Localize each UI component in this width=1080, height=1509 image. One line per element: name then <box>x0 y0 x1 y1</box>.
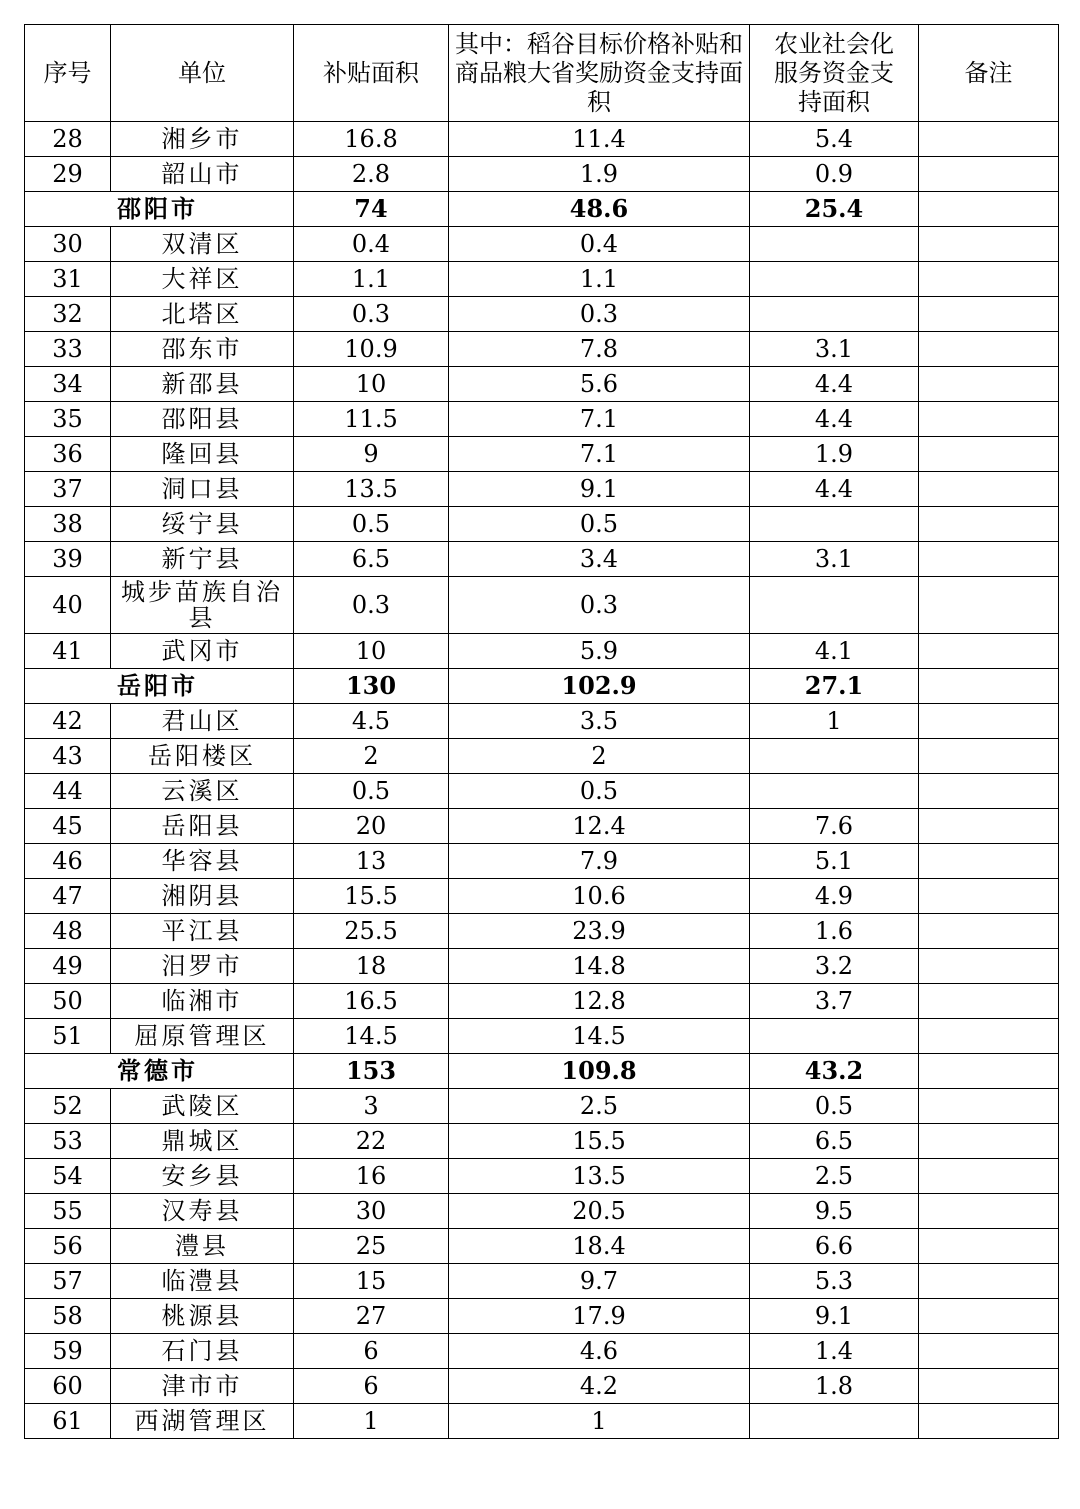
table-row <box>25 1264 1059 1299</box>
area-cell: 2.8 <box>294 157 449 192</box>
service-area-cell <box>750 774 919 809</box>
rice-area-cell: 7.8 <box>449 332 750 367</box>
note-cell <box>919 437 1059 472</box>
service-area-cell: 1.8 <box>750 1369 919 1404</box>
area-cell: 25 <box>294 1229 449 1264</box>
note-cell <box>919 1159 1059 1194</box>
header-seq: 序号 <box>25 25 111 122</box>
seq-cell: 31 <box>25 262 111 297</box>
area-cell: 0.3 <box>294 577 449 634</box>
table-row <box>25 402 1059 437</box>
note-cell <box>919 949 1059 984</box>
service-area-cell: 4.4 <box>750 472 919 507</box>
area-cell: 16 <box>294 1159 449 1194</box>
table-row <box>25 1089 1059 1124</box>
area-cell: 153 <box>294 1054 449 1089</box>
service-area-cell: 6.5 <box>750 1124 919 1159</box>
service-area-cell <box>750 262 919 297</box>
seq-cell: 58 <box>25 1299 111 1334</box>
rice-area-cell: 7.9 <box>449 844 750 879</box>
area-cell: 18 <box>294 949 449 984</box>
unit-cell: 平江县 <box>111 914 294 949</box>
area-cell: 130 <box>294 669 449 704</box>
area-cell: 0.5 <box>294 507 449 542</box>
service-area-cell: 3.1 <box>750 332 919 367</box>
unit-cell: 武陵区 <box>111 1089 294 1124</box>
service-area-cell: 1.6 <box>750 914 919 949</box>
table-row <box>25 1369 1059 1404</box>
unit-cell: 湘阴县 <box>111 879 294 914</box>
unit-cell: 岳阳楼区 <box>111 739 294 774</box>
area-cell: 6 <box>294 1334 449 1369</box>
table-row <box>25 507 1059 542</box>
table-row <box>25 1299 1059 1334</box>
service-area-cell: 4.9 <box>750 879 919 914</box>
seq-cell: 34 <box>25 367 111 402</box>
note-cell <box>919 1194 1059 1229</box>
note-cell <box>919 227 1059 262</box>
table-row <box>25 122 1059 157</box>
seq-cell: 30 <box>25 227 111 262</box>
note-cell <box>919 507 1059 542</box>
area-cell: 27 <box>294 1299 449 1334</box>
area-cell: 15 <box>294 1264 449 1299</box>
seq-cell: 42 <box>25 704 111 739</box>
unit-cell: 武冈市 <box>111 634 294 669</box>
seq-cell: 35 <box>25 402 111 437</box>
service-area-cell: 27.1 <box>750 669 919 704</box>
service-area-cell: 25.4 <box>750 192 919 227</box>
subsidy-table <box>24 24 1059 1439</box>
note-cell <box>919 1404 1059 1439</box>
seq-cell: 29 <box>25 157 111 192</box>
area-cell: 4.5 <box>294 704 449 739</box>
unit-cell: 西湖管理区 <box>111 1404 294 1439</box>
area-cell: 1 <box>294 1404 449 1439</box>
rice-area-cell: 0.3 <box>449 577 750 634</box>
table-row <box>25 879 1059 914</box>
service-area-cell <box>750 297 919 332</box>
city-name-cell: 岳阳市 <box>25 669 294 704</box>
area-cell: 15.5 <box>294 879 449 914</box>
rice-area-cell: 15.5 <box>449 1124 750 1159</box>
area-cell: 2 <box>294 739 449 774</box>
note-cell <box>919 1089 1059 1124</box>
rice-area-cell: 5.9 <box>449 634 750 669</box>
unit-cell: 邵阳县 <box>111 402 294 437</box>
rice-area-cell: 12.4 <box>449 809 750 844</box>
area-cell: 0.3 <box>294 297 449 332</box>
unit-cell: 湘乡市 <box>111 122 294 157</box>
service-area-cell: 3.1 <box>750 542 919 577</box>
unit-cell: 韶山市 <box>111 157 294 192</box>
seq-cell: 33 <box>25 332 111 367</box>
city-name-cell: 邵阳市 <box>25 192 294 227</box>
rice-area-cell: 0.3 <box>449 297 750 332</box>
seq-cell: 32 <box>25 297 111 332</box>
table-row <box>25 227 1059 262</box>
header-area: 补贴面积 <box>294 25 449 122</box>
seq-cell: 61 <box>25 1404 111 1439</box>
seq-cell: 54 <box>25 1159 111 1194</box>
unit-cell: 隆回县 <box>111 437 294 472</box>
note-cell <box>919 192 1059 227</box>
seq-cell: 48 <box>25 914 111 949</box>
rice-area-cell: 4.6 <box>449 1334 750 1369</box>
note-cell <box>919 1229 1059 1264</box>
note-cell <box>919 1334 1059 1369</box>
rice-area-cell: 2 <box>449 739 750 774</box>
area-cell: 10 <box>294 367 449 402</box>
seq-cell: 43 <box>25 739 111 774</box>
seq-cell: 41 <box>25 634 111 669</box>
area-cell: 13 <box>294 844 449 879</box>
unit-cell: 新邵县 <box>111 367 294 402</box>
area-cell: 16.5 <box>294 984 449 1019</box>
note-cell <box>919 157 1059 192</box>
unit-cell: 津市市 <box>111 1369 294 1404</box>
table-row <box>25 1124 1059 1159</box>
service-area-cell: 0.5 <box>750 1089 919 1124</box>
rice-area-cell: 48.6 <box>449 192 750 227</box>
area-cell: 13.5 <box>294 472 449 507</box>
service-area-cell: 43.2 <box>750 1054 919 1089</box>
unit-cell: 汨罗市 <box>111 949 294 984</box>
rice-area-cell: 20.5 <box>449 1194 750 1229</box>
table-row <box>25 949 1059 984</box>
service-area-cell <box>750 507 919 542</box>
unit-cell: 洞口县 <box>111 472 294 507</box>
area-cell: 9 <box>294 437 449 472</box>
rice-area-cell: 9.7 <box>449 1264 750 1299</box>
seq-cell: 50 <box>25 984 111 1019</box>
unit-cell: 岳阳县 <box>111 809 294 844</box>
service-area-cell: 2.5 <box>750 1159 919 1194</box>
unit-cell: 华容县 <box>111 844 294 879</box>
area-cell: 3 <box>294 1089 449 1124</box>
unit-cell: 汉寿县 <box>111 1194 294 1229</box>
service-area-cell: 9.5 <box>750 1194 919 1229</box>
header-row <box>25 25 1059 122</box>
note-cell <box>919 577 1059 634</box>
seq-cell: 52 <box>25 1089 111 1124</box>
unit-cell: 北塔区 <box>111 297 294 332</box>
service-area-cell: 5.4 <box>750 122 919 157</box>
note-cell <box>919 634 1059 669</box>
rice-area-cell: 102.9 <box>449 669 750 704</box>
unit-cell: 大祥区 <box>111 262 294 297</box>
area-cell: 0.5 <box>294 774 449 809</box>
table-row <box>25 914 1059 949</box>
seq-cell: 47 <box>25 879 111 914</box>
table-row <box>25 437 1059 472</box>
table-row <box>25 262 1059 297</box>
header-note: 备注 <box>919 25 1059 122</box>
city-subtotal-row <box>25 192 1059 227</box>
rice-area-cell: 1 <box>449 1404 750 1439</box>
service-area-cell: 3.7 <box>750 984 919 1019</box>
area-cell: 6.5 <box>294 542 449 577</box>
rice-area-cell: 0.5 <box>449 774 750 809</box>
note-cell <box>919 1264 1059 1299</box>
seq-cell: 45 <box>25 809 111 844</box>
table-row <box>25 774 1059 809</box>
table-row <box>25 984 1059 1019</box>
note-cell <box>919 984 1059 1019</box>
area-cell: 10.9 <box>294 332 449 367</box>
unit-cell: 鼎城区 <box>111 1124 294 1159</box>
seq-cell: 38 <box>25 507 111 542</box>
note-cell <box>919 262 1059 297</box>
seq-cell: 36 <box>25 437 111 472</box>
service-area-cell <box>750 739 919 774</box>
table-row <box>25 1229 1059 1264</box>
rice-area-cell: 11.4 <box>449 122 750 157</box>
seq-cell: 44 <box>25 774 111 809</box>
area-cell: 11.5 <box>294 402 449 437</box>
table-row <box>25 1194 1059 1229</box>
table-row <box>25 739 1059 774</box>
rice-area-cell: 12.8 <box>449 984 750 1019</box>
area-cell: 6 <box>294 1369 449 1404</box>
rice-area-cell: 3.5 <box>449 704 750 739</box>
unit-cell: 君山区 <box>111 704 294 739</box>
area-cell: 0.4 <box>294 227 449 262</box>
service-area-cell: 4.4 <box>750 402 919 437</box>
area-cell: 16.8 <box>294 122 449 157</box>
area-cell: 20 <box>294 809 449 844</box>
note-cell <box>919 809 1059 844</box>
rice-area-cell: 13.5 <box>449 1159 750 1194</box>
service-area-cell: 5.3 <box>750 1264 919 1299</box>
seq-cell: 53 <box>25 1124 111 1159</box>
table-row <box>25 1404 1059 1439</box>
note-cell <box>919 1054 1059 1089</box>
rice-area-cell: 4.2 <box>449 1369 750 1404</box>
note-cell <box>919 122 1059 157</box>
rice-area-cell: 5.6 <box>449 367 750 402</box>
rice-area-cell: 109.8 <box>449 1054 750 1089</box>
table-row <box>25 809 1059 844</box>
note-cell <box>919 1019 1059 1054</box>
unit-cell: 新宁县 <box>111 542 294 577</box>
rice-area-cell: 2.5 <box>449 1089 750 1124</box>
seq-cell: 28 <box>25 122 111 157</box>
area-cell: 25.5 <box>294 914 449 949</box>
rice-area-cell: 7.1 <box>449 437 750 472</box>
header-rice-area: 其中：稻谷目标价格补贴和商品粮大省奖励资金支持面积 <box>449 25 750 122</box>
rice-area-cell: 14.5 <box>449 1019 750 1054</box>
service-area-cell <box>750 1404 919 1439</box>
rice-area-cell: 3.4 <box>449 542 750 577</box>
city-subtotal-row <box>25 669 1059 704</box>
unit-cell: 屈原管理区 <box>111 1019 294 1054</box>
service-area-cell: 0.9 <box>750 157 919 192</box>
area-cell: 30 <box>294 1194 449 1229</box>
seq-cell: 49 <box>25 949 111 984</box>
note-cell <box>919 844 1059 879</box>
table-row <box>25 844 1059 879</box>
unit-cell: 邵东市 <box>111 332 294 367</box>
rice-area-cell: 9.1 <box>449 472 750 507</box>
service-area-cell: 1.9 <box>750 437 919 472</box>
rice-area-cell: 14.8 <box>449 949 750 984</box>
seq-cell: 59 <box>25 1334 111 1369</box>
table-row <box>25 332 1059 367</box>
table-row <box>25 472 1059 507</box>
note-cell <box>919 704 1059 739</box>
area-cell: 14.5 <box>294 1019 449 1054</box>
note-cell <box>919 367 1059 402</box>
unit-cell: 临澧县 <box>111 1264 294 1299</box>
table-row <box>25 577 1059 634</box>
note-cell <box>919 879 1059 914</box>
service-area-cell: 1.4 <box>750 1334 919 1369</box>
table-row <box>25 634 1059 669</box>
rice-area-cell: 23.9 <box>449 914 750 949</box>
table-row <box>25 1019 1059 1054</box>
service-area-cell: 3.2 <box>750 949 919 984</box>
table-row <box>25 157 1059 192</box>
service-area-cell: 1 <box>750 704 919 739</box>
note-cell <box>919 332 1059 367</box>
rice-area-cell: 1.9 <box>449 157 750 192</box>
city-subtotal-row <box>25 1054 1059 1089</box>
seq-cell: 56 <box>25 1229 111 1264</box>
seq-cell: 39 <box>25 542 111 577</box>
seq-cell: 51 <box>25 1019 111 1054</box>
area-cell: 1.1 <box>294 262 449 297</box>
seq-cell: 55 <box>25 1194 111 1229</box>
area-cell: 74 <box>294 192 449 227</box>
note-cell <box>919 914 1059 949</box>
rice-area-cell: 0.5 <box>449 507 750 542</box>
unit-cell: 安乡县 <box>111 1159 294 1194</box>
unit-cell: 城步苗族自治县 <box>111 577 294 634</box>
service-area-cell: 5.1 <box>750 844 919 879</box>
unit-cell: 临湘市 <box>111 984 294 1019</box>
service-area-cell: 4.4 <box>750 367 919 402</box>
header-unit: 单位 <box>111 25 294 122</box>
table-body <box>25 122 1059 1439</box>
rice-area-cell: 1.1 <box>449 262 750 297</box>
note-cell <box>919 774 1059 809</box>
unit-cell: 澧县 <box>111 1229 294 1264</box>
seq-cell: 46 <box>25 844 111 879</box>
rice-area-cell: 18.4 <box>449 1229 750 1264</box>
table-row <box>25 542 1059 577</box>
city-name-cell: 常德市 <box>25 1054 294 1089</box>
note-cell <box>919 1299 1059 1334</box>
service-area-cell: 6.6 <box>750 1229 919 1264</box>
table-row <box>25 1159 1059 1194</box>
seq-cell: 40 <box>25 577 111 634</box>
unit-cell: 云溪区 <box>111 774 294 809</box>
header-service-area: 农业社会化服务资金支持面积 <box>750 25 919 122</box>
service-area-cell <box>750 227 919 262</box>
rice-area-cell: 7.1 <box>449 402 750 437</box>
unit-cell: 双清区 <box>111 227 294 262</box>
note-cell <box>919 669 1059 704</box>
area-cell: 10 <box>294 634 449 669</box>
note-cell <box>919 542 1059 577</box>
note-cell <box>919 739 1059 774</box>
rice-area-cell: 0.4 <box>449 227 750 262</box>
seq-cell: 60 <box>25 1369 111 1404</box>
table-row <box>25 1334 1059 1369</box>
service-area-cell: 7.6 <box>750 809 919 844</box>
note-cell <box>919 1124 1059 1159</box>
table-row <box>25 704 1059 739</box>
service-area-cell <box>750 1019 919 1054</box>
note-cell <box>919 297 1059 332</box>
seq-cell: 57 <box>25 1264 111 1299</box>
rice-area-cell: 10.6 <box>449 879 750 914</box>
area-cell: 22 <box>294 1124 449 1159</box>
note-cell <box>919 472 1059 507</box>
note-cell <box>919 1369 1059 1404</box>
service-area-cell: 9.1 <box>750 1299 919 1334</box>
service-area-cell: 4.1 <box>750 634 919 669</box>
seq-cell: 37 <box>25 472 111 507</box>
table-row <box>25 297 1059 332</box>
service-area-cell <box>750 577 919 634</box>
table-row <box>25 367 1059 402</box>
unit-cell: 桃源县 <box>111 1299 294 1334</box>
rice-area-cell: 17.9 <box>449 1299 750 1334</box>
note-cell <box>919 402 1059 437</box>
unit-cell: 石门县 <box>111 1334 294 1369</box>
unit-cell: 绥宁县 <box>111 507 294 542</box>
